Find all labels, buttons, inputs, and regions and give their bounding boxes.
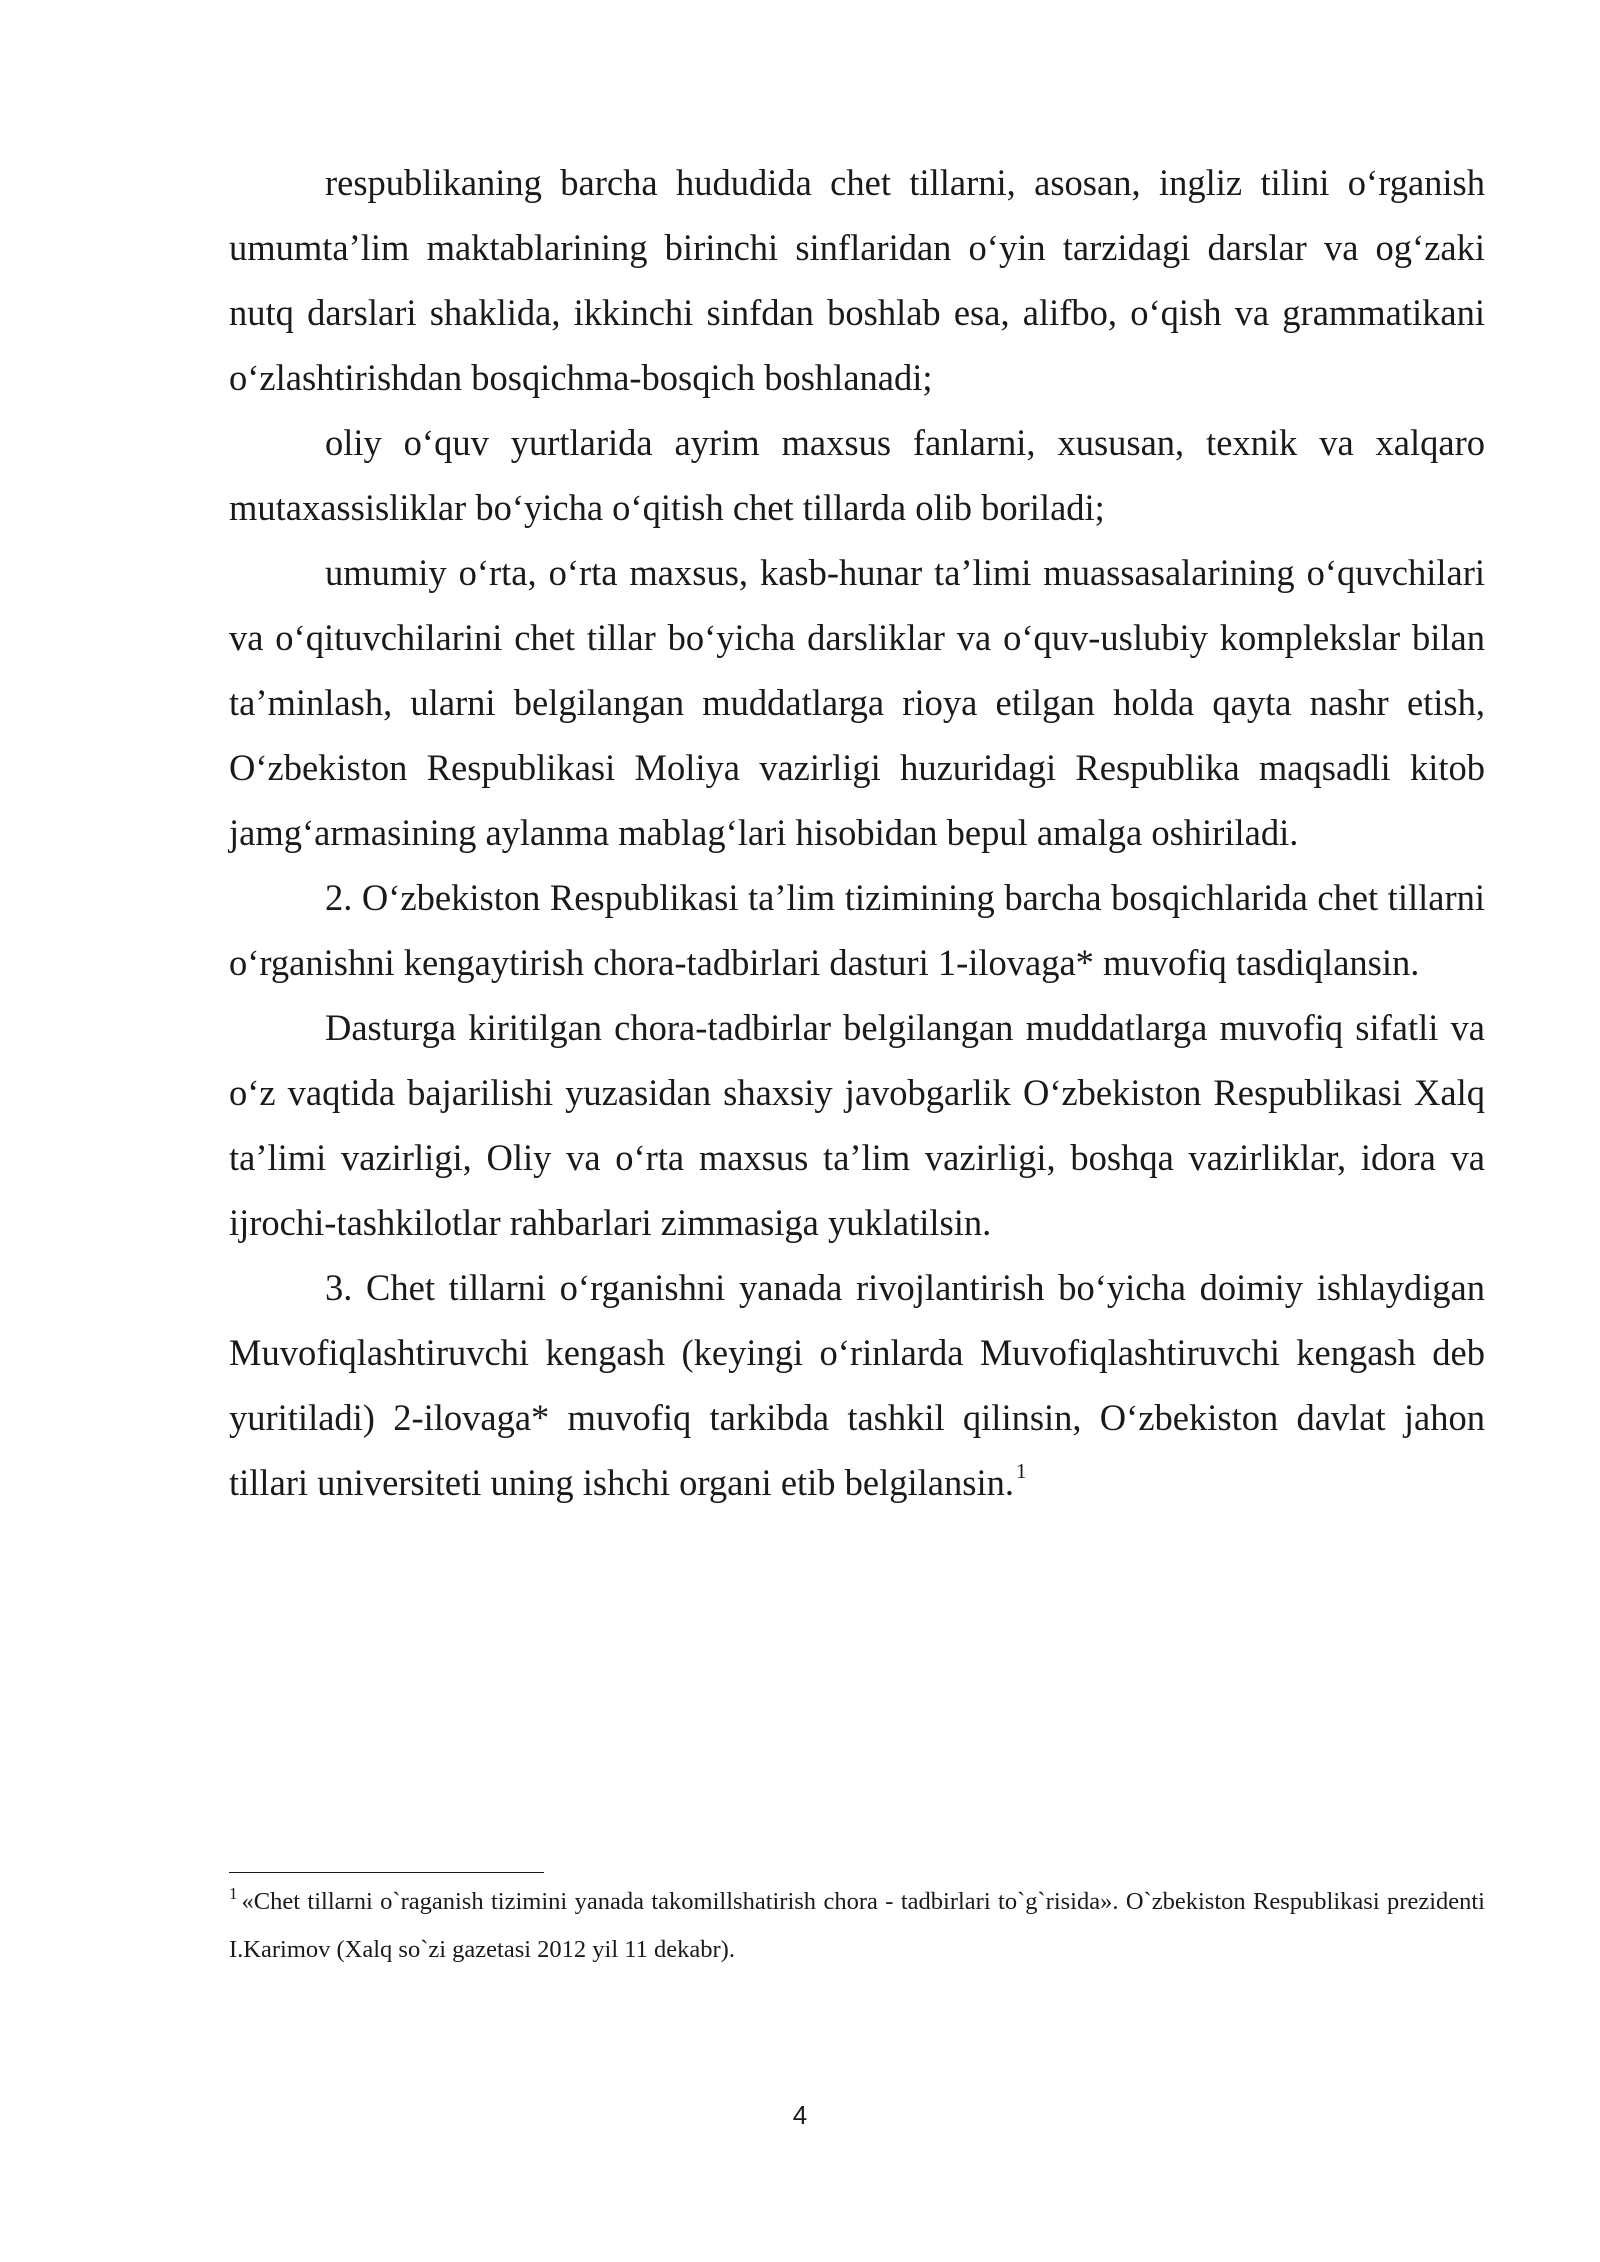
paragraph-text: Dasturga kiritilgan chora-tadbirlar belgilangan muddatlarga muvofiq sifatli va o‘z vaqtida bajarilishi yuzasidan shaxsiy javobgarlik O‘zbekiston Respublikasi Xalq ta’limi vazirligi, Oliy va o‘rta maxsus ta’lim vazirligi, boshqa vazirliklar, idora va ijrochi-tashkilotlar rahbarlari zimmasiga yuklatilsin. xyxy=(229,1007,1485,1243)
footnote xyxy=(229,1878,1485,1974)
paragraph-4 xyxy=(229,865,1485,995)
paragraph-1 xyxy=(229,150,1485,410)
paragraph-text: oliy o‘quv yurtlarida ayrim maxsus fanlarni, xususan, texnik va xalqaro mutaxassisliklar bo‘yicha o‘qitish chet tillarda olib boriladi; xyxy=(229,422,1485,528)
footnote-reference[interactable]: 1 xyxy=(1015,1459,1027,1483)
paragraph-text: umumiy o‘rta, o‘rta maxsus, kasb-hunar ta’limi muassasalarining o‘quvchilari va o‘qituvchilarini chet tillar bo‘yicha darsliklar va o‘quv-uslubiy komplekslar bilan ta’minlash, ularni belgilangan muddatlarga rioya etilgan holda qayta nashr etish, O‘zbekiston Respublikasi Moliya vazirligi huzuridagi Respublika maqsadli kitob jamg‘armasining aylanma mablag‘lari hisobidan bepul amalga oshiriladi. xyxy=(229,552,1485,853)
footnote-text: «Chet tillarni o`raganish tizimini yanada takomillshatirish chora - tadbirlari to`g`risida». O`zbekiston Respublikasi prezidenti I.Karimov (Xalq so`zi gazetasi 2012 yil 11 dekabr). xyxy=(229,1888,1485,1963)
paragraph-text: 2. O‘zbekiston Respublikasi ta’lim tizimining barcha bosqichlarida chet tillarni o‘rganishni kengaytirish chora-tadbirlari dasturi 1-ilovaga* muvofiq tasdiqlansin. xyxy=(229,877,1485,983)
paragraph-text: 3. Chet tillarni o‘rganishni yanada rivojlantirish bo‘yicha doimiy ishlaydigan Muvofiqlashtiruvchi kengash (keyingi o‘rinlarda Muvofiqlashtiruvchi kengash deb yuritiladi) 2-ilovaga* muvofiq tarkibda tashkil qilinsin, O‘zbekiston davlat jahon tillari universiteti uning ishchi organi etib belgilansin. xyxy=(229,1267,1485,1503)
paragraph-6 xyxy=(229,1255,1485,1515)
paragraph-3 xyxy=(229,540,1485,865)
paragraph-2 xyxy=(229,410,1485,540)
paragraph-5 xyxy=(229,995,1485,1255)
page-number: 4 xyxy=(792,2100,808,2130)
paragraph-text: respublikaning barcha hududida chet tillarni, asosan, ingliz tilini o‘rganish umumta’lim maktablarining birinchi sinflaridan o‘yin tarzidagi darslar va og‘zaki nutq darslari shaklida, ikkinchi sinfdan boshlab esa, alifbo, o‘qish va grammatikani o‘zlashtirishdan bosqichma-bosqich boshlanadi; xyxy=(229,162,1485,398)
footnote-number: 1 xyxy=(229,1884,238,1903)
body-text xyxy=(229,150,1485,1515)
footnote-separator xyxy=(229,1872,544,1873)
